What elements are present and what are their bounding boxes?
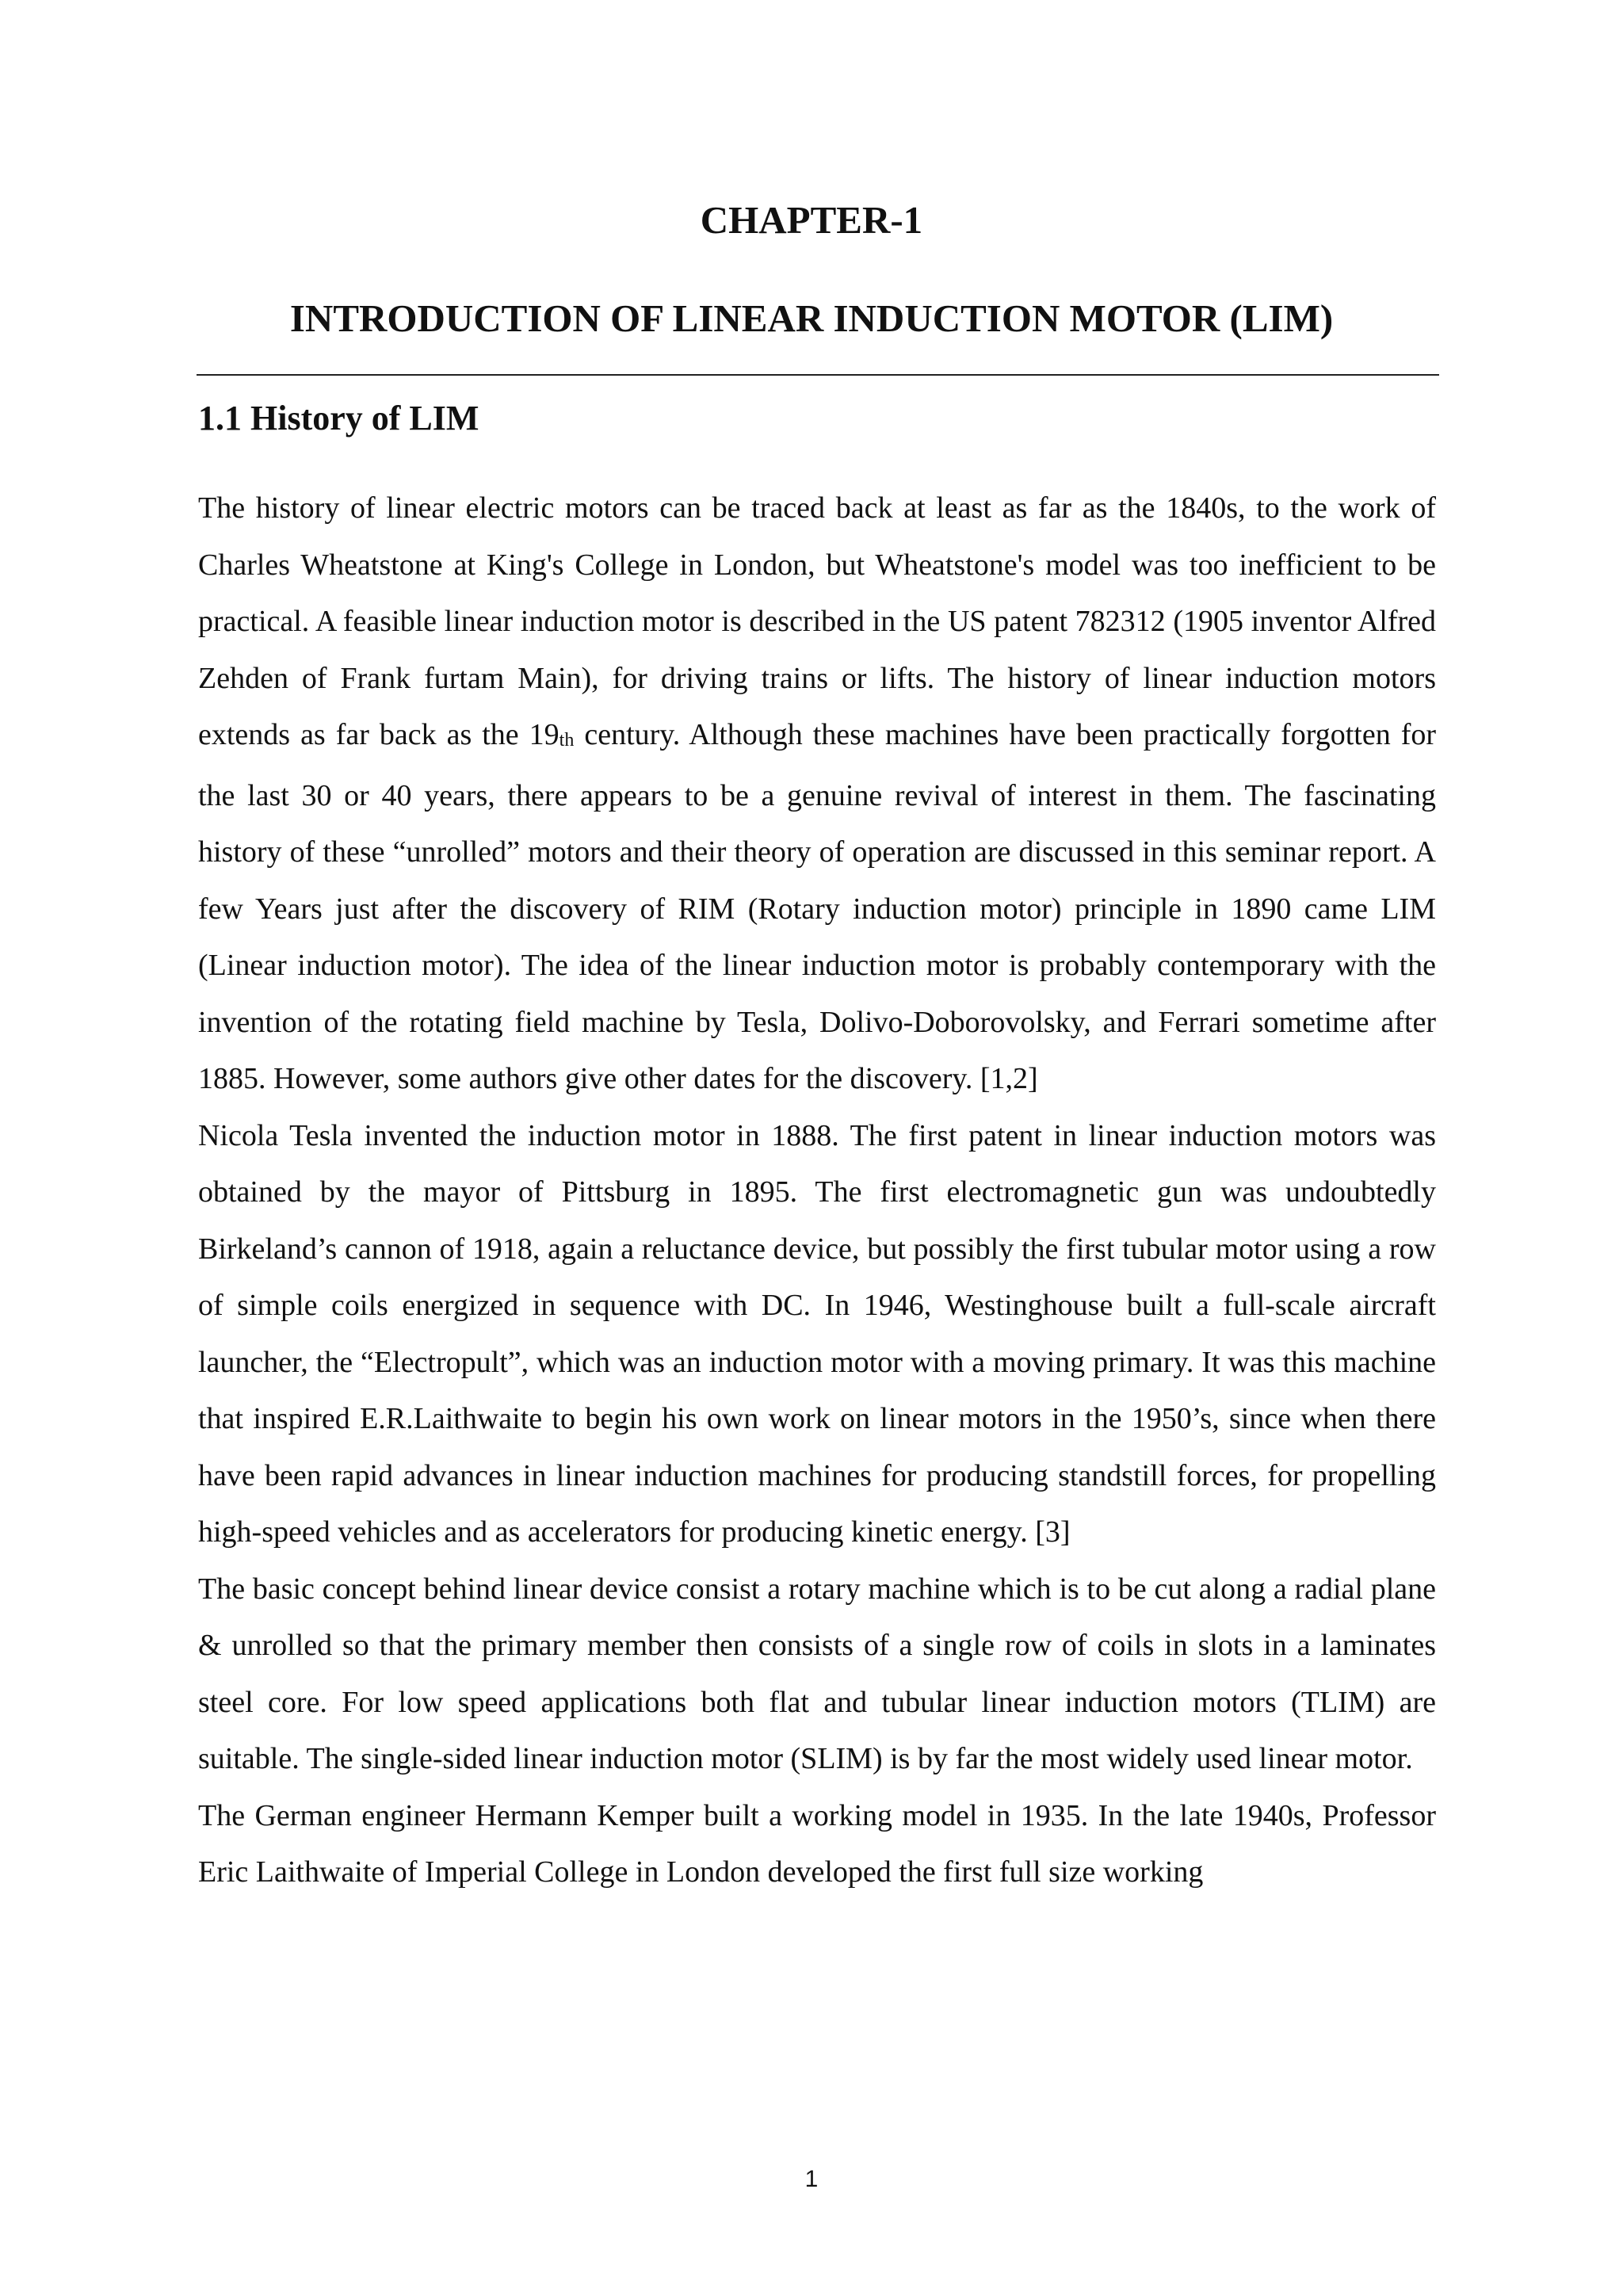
title-divider [197,374,1439,376]
paragraph-1-text-a: The history of linear electric motors can be traced back at least as far as the 1840s, to the work of Charles Wheatstone at King's College in London, but Wheatstone's model was too inefficient to be practical. A feasible linear induction motor is described in the US patent 782312 (1905 inventor Alfred Zehden of Frank furtam Main), for driving trains or lifts. The history of linear induction motors extends as far back as the 19 [198,491,1436,751]
paragraph-1-text-b: century. Although these machines have been practically forgotten for the last 30 or 40 years, there appears to be a genuine revival of interest in them. The fascinating history of these “unrolled” motors and their theory of operation are discussed in this seminar report. A few Years just after the discovery of RIM (Rotary induction motor) principle in 1890 came LIM (Linear induction motor). The idea of the linear induction motor is probably contemporary with the invention of the rotating field machine by Tesla, Dolivo-Doborovolsky, and Ferrari sometime after 1885. However, some authors give other dates for the discovery. [1,2] [198,718,1437,1095]
paragraph-2: Nicola Tesla invented the induction motor in 1888. The first patent in linear induction motors was obtained by the mayor of Pittsburg in 1895. The first electromagnetic gun was undoubtedly Birkeland’s cannon of 1918, again a reluctance device, but possibly the first tubular motor using a row of simple coils energized in sequence with DC. In 1946, Westinghouse built a full-scale aircraft launcher, the “Electropult”, which was an induction motor with a moving primary. It was this machine that inspired E.R.Laithwaite to begin his own work on linear motors in the 1950’s, since when there have been rapid advances in linear induction machines for producing standstill forces, for propelling high-speed vehicles and as accelerators for producing kinetic energy. [3] [198,1118,1436,1549]
chapter-number: CHAPTER-1 [700,198,923,242]
section-heading: 1.1 History of LIM [198,399,479,437]
ordinal-superscript: th [559,730,575,751]
paragraph-3: The basic concept behind linear device consist a rotary machine which is to be cut along a radial plane & unrolled so that the primary member then consists of a single row of coils in slots in a laminates steel core. For low speed applications both flat and tubular linear induction motors (TLIM) are suitable. The single-sided linear induction motor (SLIM) is by far the most widely used linear motor. [198,1572,1436,1775]
chapter-title: INTRODUCTION OF LINEAR INDUCTION MOTOR (LIM) [289,296,1334,340]
paragraph-4: The German engineer Hermann Kemper built a working model in 1935. In the late 1940s, Professor Eric Laithwaite of Imperial College in London developed the first full size working [198,1798,1436,1889]
paragraph-1 [198,480,1436,1108]
body-text [198,480,1436,1901]
page-number: 1 [804,2166,819,2192]
